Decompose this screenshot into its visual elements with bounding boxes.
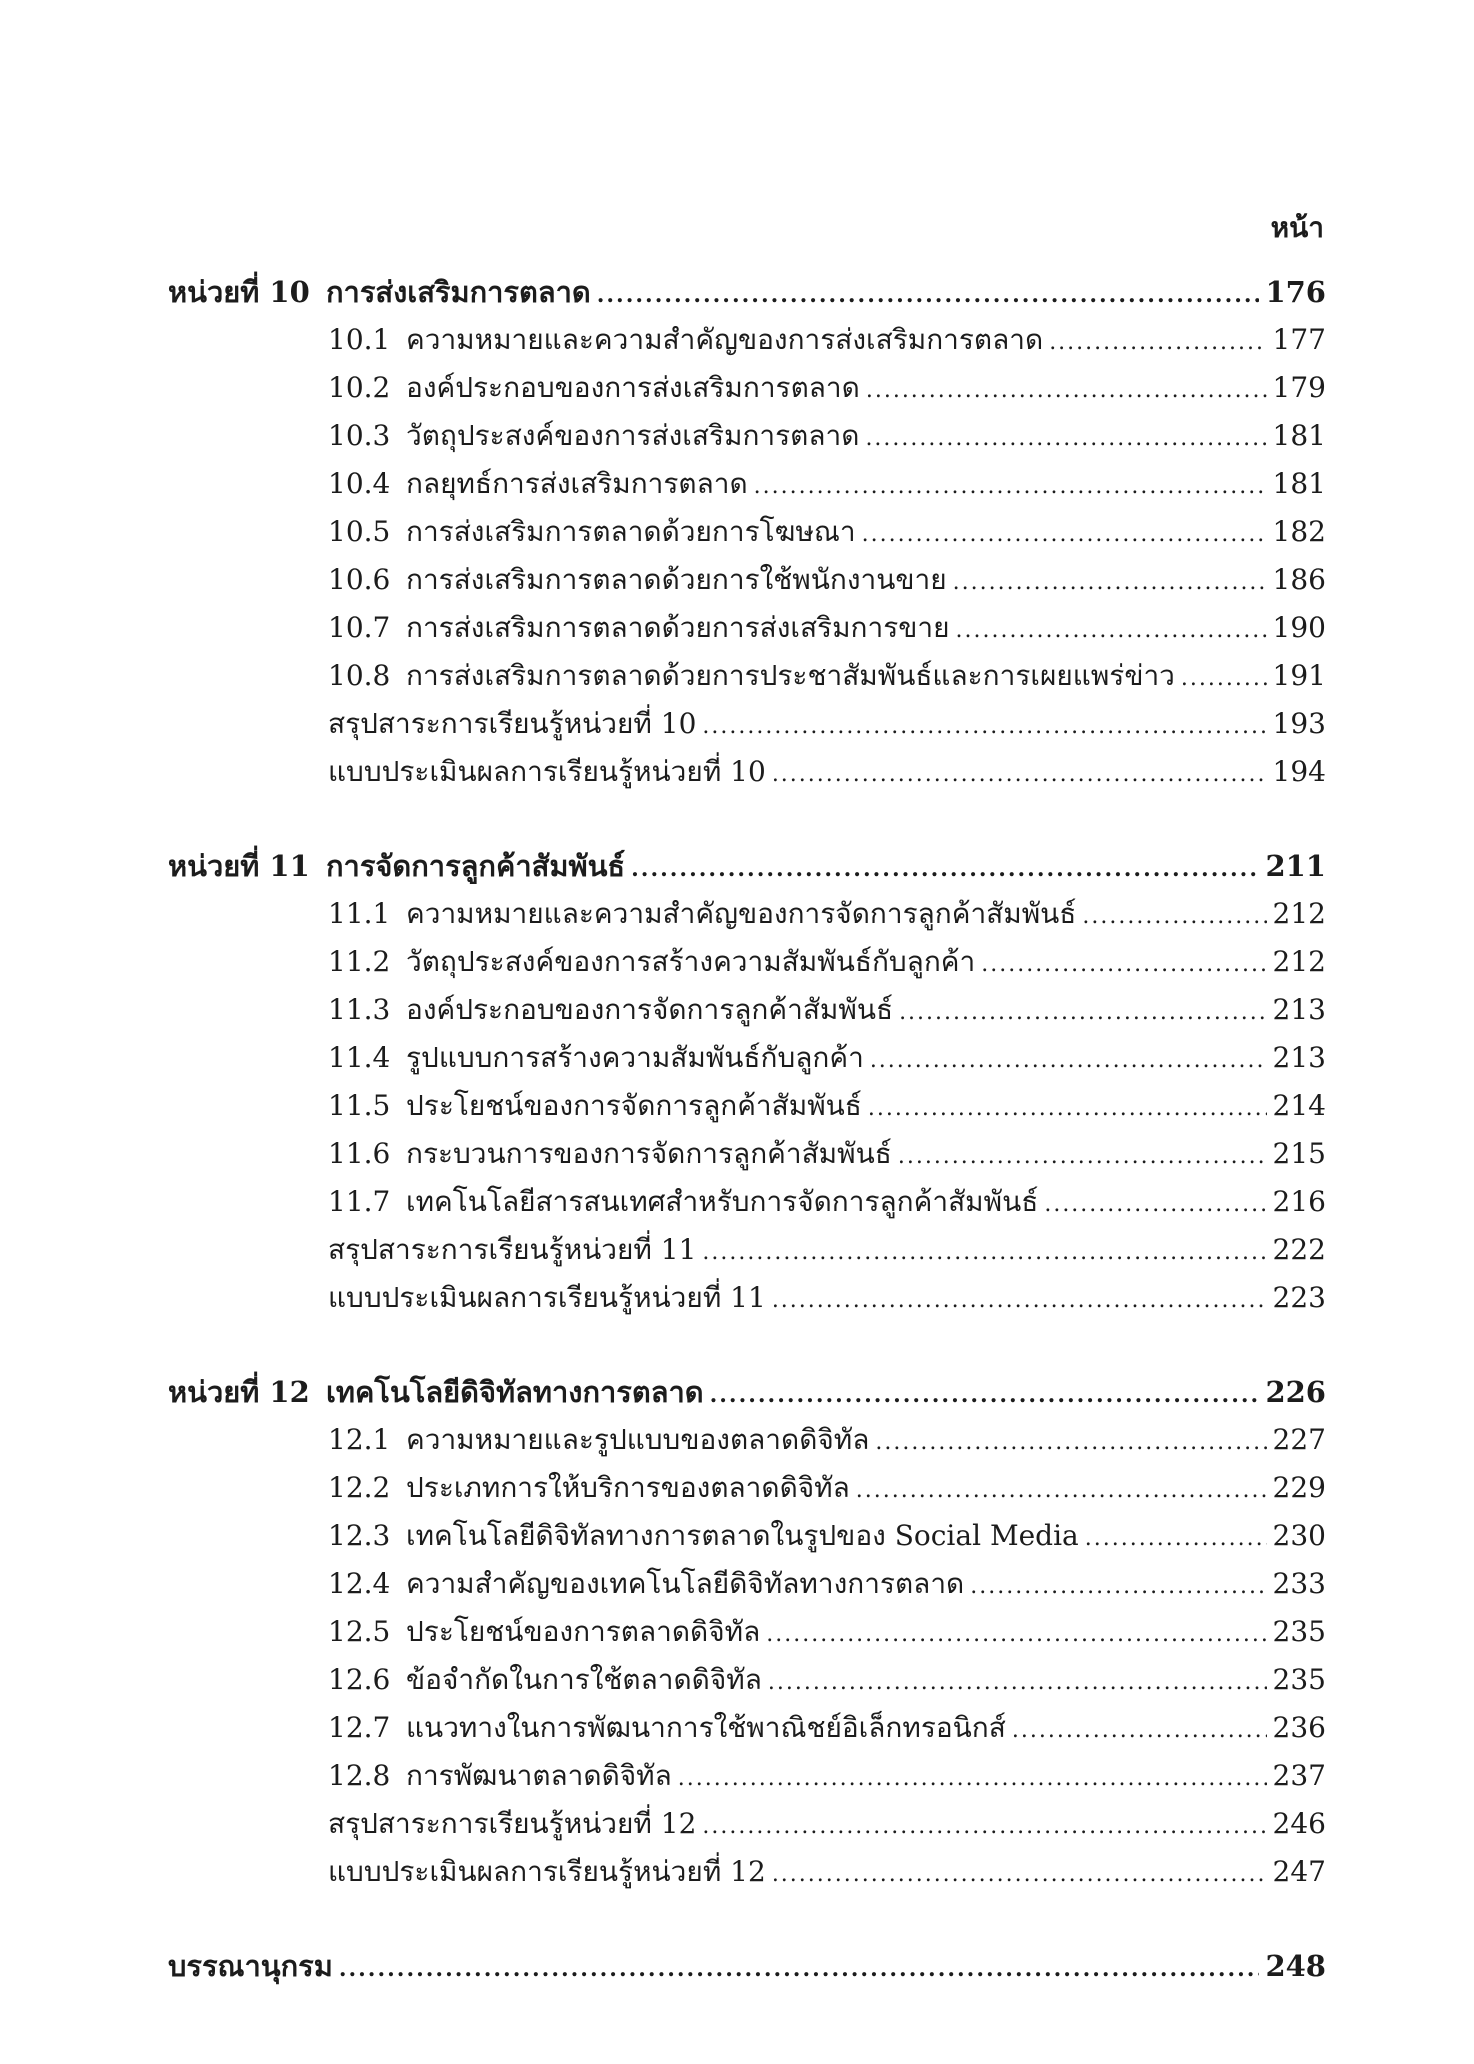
section-number: 11.1	[328, 897, 391, 930]
section-number: 10.8	[328, 659, 391, 692]
page-number: 247	[1272, 1855, 1326, 1888]
dot-leader	[1012, 1707, 1267, 1755]
section-title: กระบวนการของการจัดการลูกค้าสัมพันธ์	[406, 1137, 892, 1170]
dot-leader	[899, 989, 1266, 1037]
section-title: วัตถุประสงค์ของการสร้างความสัมพันธ์กับลูกค้า	[406, 945, 976, 978]
toc-summary-row	[168, 1800, 1326, 1848]
page-number: 186	[1272, 563, 1326, 596]
section-number: 10.7	[328, 611, 391, 644]
toc-assessment-row	[168, 1848, 1326, 1896]
dot-leader	[856, 1467, 1267, 1515]
dot-leader	[597, 271, 1260, 319]
toc-unit-11	[168, 842, 1326, 1322]
page-number: 181	[1272, 467, 1326, 500]
summary-title: สรุปสาระการเรียนรู้หน่วยที่ 12	[328, 1807, 697, 1840]
toc-section-row	[168, 1656, 1326, 1704]
toc-section-row	[168, 1416, 1326, 1464]
page-number: 177	[1272, 323, 1326, 356]
section-title: องค์ประกอบของการส่งเสริมการตลาด	[406, 371, 860, 404]
section-title: ความหมายและความสำคัญของการส่งเสริมการตลาด	[406, 323, 1044, 356]
page-number: 236	[1272, 1711, 1326, 1744]
section-title: การส่งเสริมการตลาดด้วยการส่งเสริมการขาย	[406, 611, 950, 644]
page-number: 214	[1272, 1089, 1326, 1122]
section-number: 11.5	[328, 1089, 391, 1122]
toc-section-row	[168, 1512, 1326, 1560]
dot-leader	[1181, 655, 1267, 703]
dot-leader	[1044, 1181, 1266, 1229]
dot-leader	[1049, 319, 1266, 367]
section-number: 11.7	[328, 1185, 391, 1218]
toc-summary-row	[168, 1226, 1326, 1274]
page-number: 229	[1272, 1471, 1326, 1504]
assessment-title: แบบประเมินผลการเรียนรู้หน่วยที่ 11	[328, 1281, 766, 1314]
page-number: 235	[1272, 1663, 1326, 1696]
dot-leader	[710, 1371, 1260, 1419]
page-number: 246	[1272, 1807, 1326, 1840]
section-number: 11.2	[328, 945, 391, 978]
section-title: ข้อจำกัดในการใช้ตลาดดิจิทัล	[406, 1663, 762, 1696]
page-column-header: หน้า	[1270, 211, 1324, 244]
page-number: 213	[1272, 993, 1326, 1026]
page-number: 181	[1272, 419, 1326, 452]
section-number: 12.8	[328, 1759, 391, 1792]
toc-unit-heading	[168, 268, 1326, 316]
toc-unit-heading	[168, 1368, 1326, 1416]
assessment-title: แบบประเมินผลการเรียนรู้หน่วยที่ 12	[328, 1855, 766, 1888]
dot-leader	[970, 1563, 1266, 1611]
toc-section-row	[168, 460, 1326, 508]
section-number: 10.1	[328, 323, 391, 356]
section-number: 12.7	[328, 1711, 391, 1744]
dot-leader	[702, 1229, 1266, 1277]
unit-label: หน่วยที่ 12	[168, 1375, 310, 1409]
page-number: 233	[1272, 1567, 1326, 1600]
summary-title: สรุปสาระการเรียนรู้หน่วยที่ 11	[328, 1233, 697, 1266]
toc-section-row	[168, 1082, 1326, 1130]
summary-title: สรุปสาระการเรียนรู้หน่วยที่ 10	[328, 707, 697, 740]
toc-section-row	[168, 1130, 1326, 1178]
page-number: 213	[1272, 1041, 1326, 1074]
section-title: ความสำคัญของเทคโนโลยีดิจิทัลทางการตลาด	[406, 1567, 965, 1600]
section-number: 10.5	[328, 515, 391, 548]
section-number: 10.4	[328, 467, 391, 500]
toc-section-row	[168, 508, 1326, 556]
toc-section-row	[168, 604, 1326, 652]
page-number: 182	[1272, 515, 1326, 548]
toc-section-row	[168, 1752, 1326, 1800]
toc-section-row	[168, 1178, 1326, 1226]
dot-leader	[1085, 1515, 1267, 1563]
toc-assessment-row	[168, 1274, 1326, 1322]
assessment-title: แบบประเมินผลการเรียนรู้หน่วยที่ 10	[328, 755, 766, 788]
section-number: 11.4	[328, 1041, 391, 1074]
section-title: การส่งเสริมการตลาดด้วยการประชาสัมพันธ์และการเผยแพร่ข่าว	[406, 659, 1175, 692]
section-title: แนวทางในการพัฒนาการใช้พาณิชย์อิเล็กทรอนิกส์	[406, 1711, 1006, 1744]
dot-leader	[678, 1755, 1267, 1803]
unit-title: เทคโนโลยีดิจิทัลทางการตลาด	[326, 1375, 704, 1409]
page-number: 235	[1272, 1615, 1326, 1648]
toc-unit-10	[168, 268, 1326, 796]
unit-label: หน่วยที่ 11	[168, 849, 310, 883]
page-number: 191	[1272, 659, 1326, 692]
dot-leader	[766, 1611, 1266, 1659]
bibliography-title: บรรณานุกรม	[168, 1949, 333, 1983]
unit-title: การจัดการลูกค้าสัมพันธ์	[326, 849, 626, 883]
unit-label: หน่วยที่ 10	[168, 275, 310, 309]
toc-section-row	[168, 556, 1326, 604]
dot-leader	[898, 1133, 1267, 1181]
dot-leader	[1082, 893, 1266, 941]
section-number: 12.5	[328, 1615, 391, 1648]
toc-section-row	[168, 652, 1326, 700]
dot-leader	[702, 703, 1266, 751]
dot-leader	[866, 367, 1267, 415]
dot-leader	[870, 1037, 1267, 1085]
section-title: วัตถุประสงค์ของการส่งเสริมการตลาด	[406, 419, 860, 452]
section-title: ประเภทการให้บริการของตลาดดิจิทัล	[406, 1471, 850, 1504]
toc-section-row	[168, 1560, 1326, 1608]
page-number: 227	[1272, 1423, 1326, 1456]
section-title: ประโยชน์ของการจัดการลูกค้าสัมพันธ์	[406, 1089, 862, 1122]
toc-section-row	[168, 938, 1326, 986]
section-title: ความหมายและความสำคัญของการจัดการลูกค้าสัมพันธ์	[406, 897, 1077, 930]
dot-leader	[868, 1085, 1267, 1133]
toc-bibliography-row	[168, 1942, 1326, 1990]
section-title: ความหมายและรูปแบบของตลาดดิจิทัล	[406, 1423, 870, 1456]
toc-section-row	[168, 1704, 1326, 1752]
toc-summary-row	[168, 700, 1326, 748]
dot-leader	[772, 751, 1267, 799]
page-number: 215	[1272, 1137, 1326, 1170]
section-number: 12.1	[328, 1423, 391, 1456]
page-number: 223	[1272, 1281, 1326, 1314]
section-number: 12.6	[328, 1663, 391, 1696]
section-number: 12.4	[328, 1567, 391, 1600]
dot-leader	[772, 1851, 1267, 1899]
page-number: 179	[1272, 371, 1326, 404]
toc-section-row	[168, 412, 1326, 460]
page-number: 193	[1272, 707, 1326, 740]
section-title: กลยุทธ์การส่งเสริมการตลาด	[406, 467, 748, 500]
page-number: 190	[1272, 611, 1326, 644]
section-title: การส่งเสริมการตลาดด้วยการใช้พนักงานขาย	[406, 563, 947, 596]
section-title: องค์ประกอบของการจัดการลูกค้าสัมพันธ์	[406, 993, 894, 1026]
section-title: การส่งเสริมการตลาดด้วยการโฆษณา	[406, 515, 856, 548]
page-number: 222	[1272, 1233, 1326, 1266]
dot-leader	[772, 1277, 1267, 1325]
section-number: 10.3	[328, 419, 391, 452]
dot-leader	[981, 941, 1266, 989]
section-title: การพัฒนาตลาดดิจิทัล	[406, 1759, 672, 1792]
dot-leader	[875, 1419, 1266, 1467]
section-number: 10.6	[328, 563, 391, 596]
dot-leader	[339, 1945, 1260, 1993]
section-title: เทคโนโลยีดิจิทัลทางการตลาดในรูปของ Social Media	[406, 1519, 1079, 1552]
page-number: 194	[1272, 755, 1326, 788]
section-title: ประโยชน์ของการตลาดดิจิทัล	[406, 1615, 761, 1648]
page-number: 230	[1272, 1519, 1326, 1552]
unit-title: การส่งเสริมการตลาด	[326, 275, 591, 309]
dot-leader	[865, 415, 1266, 463]
section-title: เทคโนโลยีสารสนเทศสำหรับการจัดการลูกค้าสัมพันธ์	[406, 1185, 1039, 1218]
section-number: 11.6	[328, 1137, 391, 1170]
page-number: 211	[1265, 849, 1326, 883]
dot-leader	[862, 511, 1267, 559]
toc-section-row	[168, 1464, 1326, 1512]
table-of-contents	[168, 268, 1326, 1990]
toc-assessment-row	[168, 748, 1326, 796]
section-number: 10.2	[328, 371, 391, 404]
toc-unit-12	[168, 1368, 1326, 1896]
page-number: 226	[1265, 1375, 1326, 1409]
dot-leader	[631, 845, 1259, 893]
toc-section-row	[168, 986, 1326, 1034]
dot-leader	[702, 1803, 1266, 1851]
page-number: 248	[1265, 1949, 1326, 1983]
toc-section-row	[168, 1608, 1326, 1656]
dot-leader	[754, 463, 1267, 511]
page-number: 237	[1272, 1759, 1326, 1792]
section-number: 12.2	[328, 1471, 391, 1504]
page-number: 176	[1265, 275, 1326, 309]
toc-section-row	[168, 364, 1326, 412]
section-number: 12.3	[328, 1519, 391, 1552]
section-title: รูปแบบการสร้างความสัมพันธ์กับลูกค้า	[406, 1041, 864, 1074]
dot-leader	[956, 607, 1267, 655]
page-number: 216	[1272, 1185, 1326, 1218]
page-number: 212	[1272, 897, 1326, 930]
toc-section-row	[168, 890, 1326, 938]
dot-leader	[953, 559, 1267, 607]
toc-unit-heading	[168, 842, 1326, 890]
section-number: 11.3	[328, 993, 391, 1026]
dot-leader	[768, 1659, 1267, 1707]
toc-section-row	[168, 1034, 1326, 1082]
page-number: 212	[1272, 945, 1326, 978]
toc-section-row	[168, 316, 1326, 364]
